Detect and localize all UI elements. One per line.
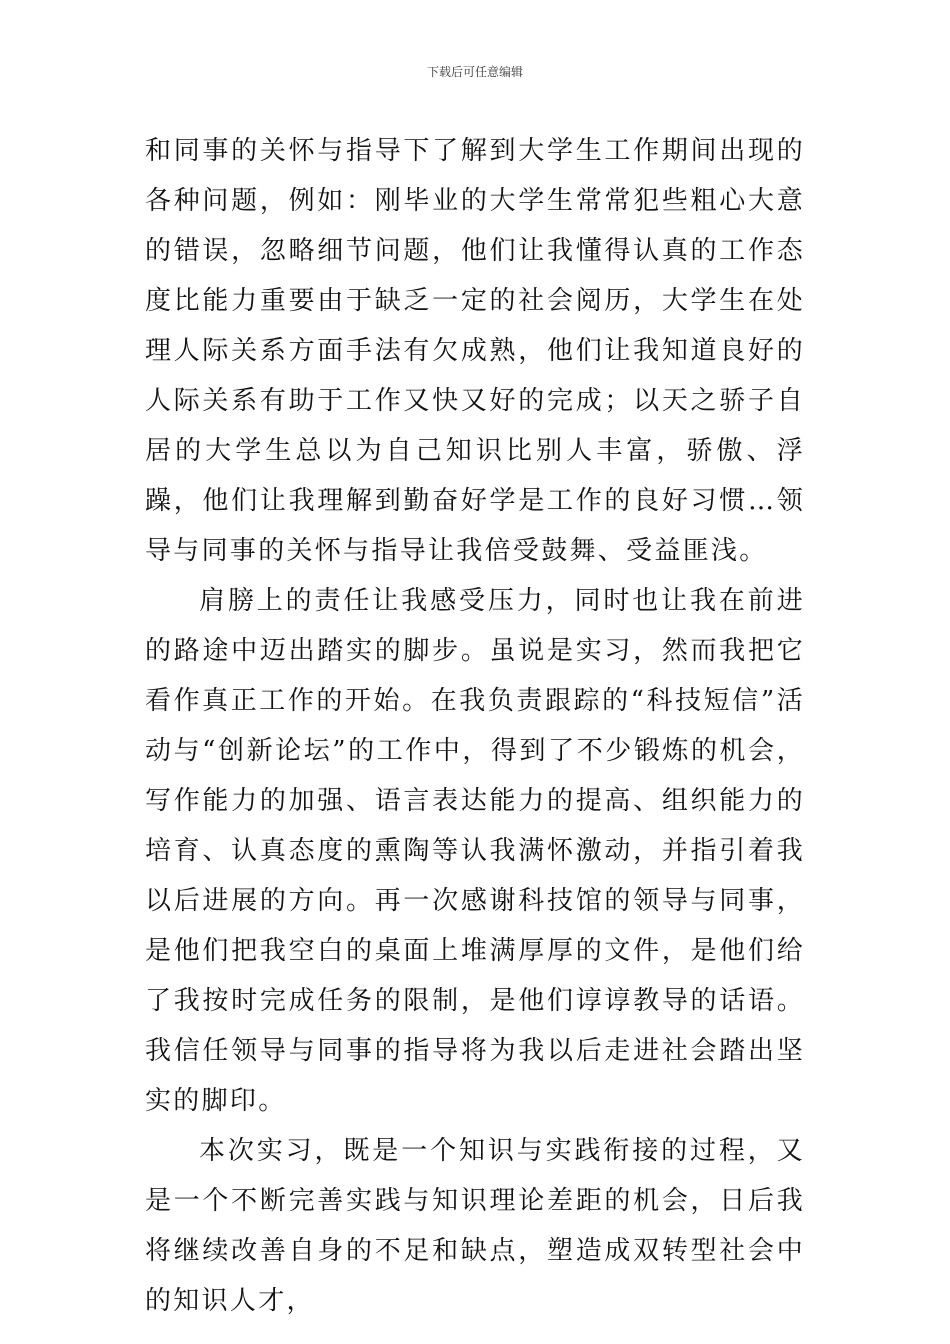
paragraph-responsibility: 肩膀上的责任让我感受压力，同时也让我在前进的路途中迈出踏实的脚步。虽说是实习，然而我把它看作真正工作的开始。在我负责跟踪的“科技短信”活动与“创新论坛”的工作中，得到了不少锻炼的机会，写作能力的加强、语言表达能力的提高、组织能力的培育、认真态度的熏陶等认我满怀激动，并指引着我以后进展的方向。再一次感谢科技馆的领导与同事，是他们把我空白的桌面上堆满厚厚的文件，是他们给了我按时完成任务的限制，是他们谆谆教导的话语。我信任领导与同事的指导将为我以后走进社会踏出坚实的脚印。: [145, 586, 805, 1116]
page-header: 下载后可任意编辑: [426, 65, 523, 79]
paragraph-internship-summary: 本次实习，既是一个知识与实践衔接的过程，又是一个不断完善实践与知识理论差距的机会，日后我将继续改善自身的不足和缺点，塑造成双转型社会中的知识人才，: [145, 1136, 805, 1316]
document-body: [145, 126, 805, 1326]
paragraph-continuation: 和同事的关怀与指导下了解到大学生工作期间出现的各种问题，例如：刚毕业的大学生常常犯些粗心大意的错误，忽略细节问题，他们让我懂得认真的工作态度比能力重要由于缺乏一定的社会阅历，大学生在处理人际关系方面手法有欠成熟，他们让我知道良好的人际关系有助于工作又快又好的完成；以天之骄子自居的大学生总以为自己知识比别人丰富，骄傲、浮躁，他们让我理解到勤奋好学是工作的良好习惯…领导与同事的关怀与指导让我倍受鼓舞、受益匪浅。: [145, 136, 805, 566]
